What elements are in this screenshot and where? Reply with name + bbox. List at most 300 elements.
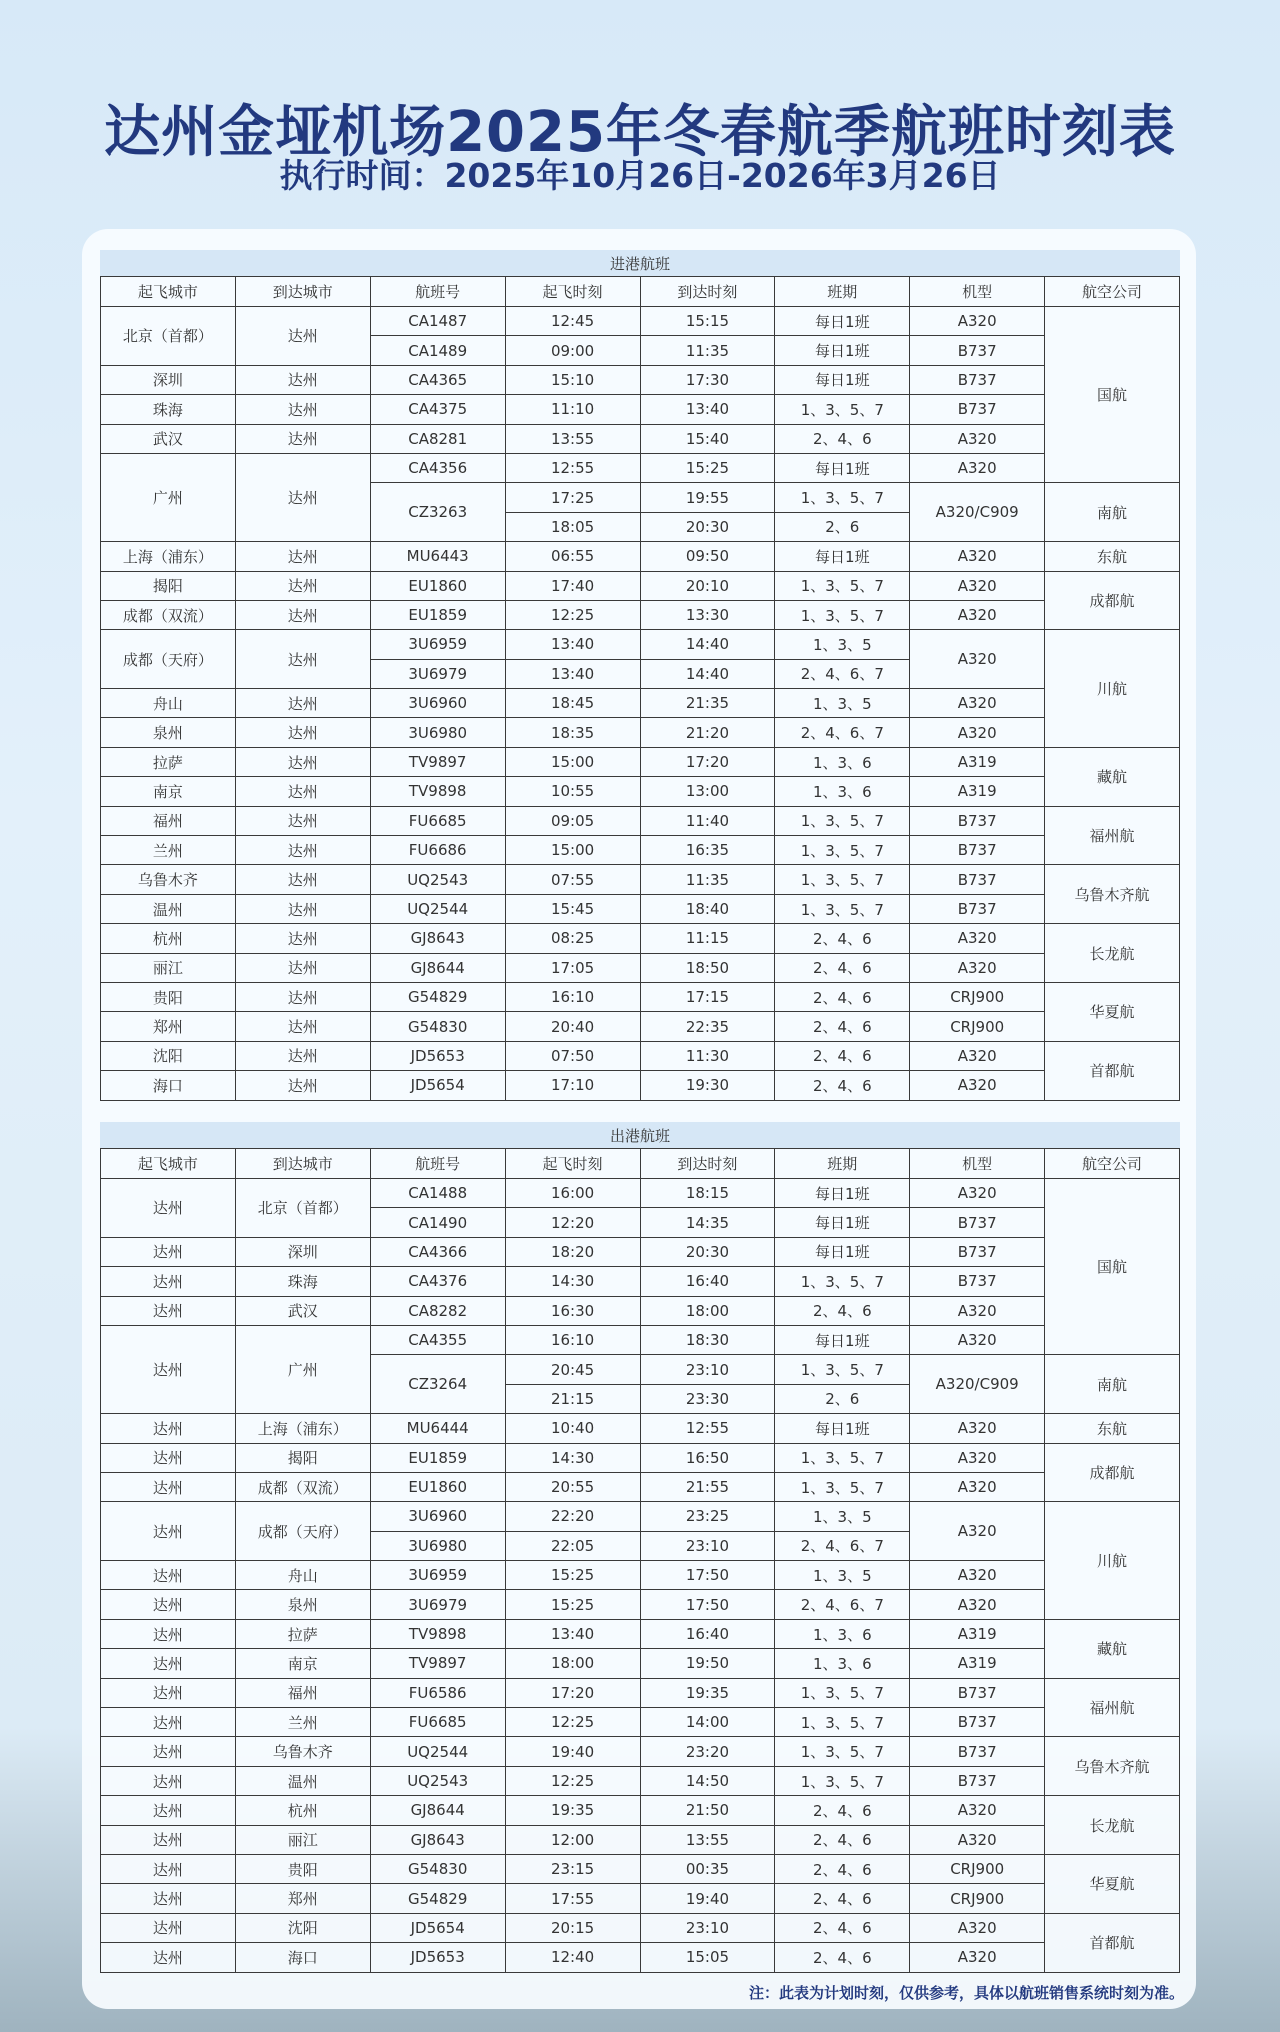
table-row <box>101 777 1180 806</box>
cell-destination: 达州 <box>235 1012 370 1041</box>
cell-destination: 达州 <box>235 865 370 894</box>
cell-departure-time: 12:45 <box>505 307 640 336</box>
cell-destination: 丽江 <box>235 1825 370 1854</box>
column-header-airline: 航空公司 <box>1045 277 1180 307</box>
cell-arrival-time: 21:20 <box>640 718 775 747</box>
cell-arrival-time: 11:35 <box>640 336 775 365</box>
cell-schedule-days: 1、3、5、7 <box>775 836 910 865</box>
cell-origin: 达州 <box>101 1267 236 1296</box>
cell-aircraft: B737 <box>910 865 1045 894</box>
cell-aircraft: A320 <box>910 1825 1045 1854</box>
cell-schedule-days: 每日1班 <box>775 365 910 394</box>
departures-table <box>100 1122 1180 1973</box>
cell-departure-time: 21:15 <box>505 1384 640 1413</box>
cell-schedule-days: 1、3、6 <box>775 777 910 806</box>
cell-aircraft: A320 <box>910 1472 1045 1501</box>
cell-departure-time: 10:40 <box>505 1414 640 1443</box>
cell-arrival-time: 17:30 <box>640 365 775 394</box>
cell-schedule-days: 1、3、5、7 <box>775 1472 910 1501</box>
cell-departure-time: 16:10 <box>505 982 640 1011</box>
column-header-arrival-time: 到达时刻 <box>640 277 775 307</box>
cell-arrival-time: 16:40 <box>640 1619 775 1648</box>
cell-departure-time: 07:55 <box>505 865 640 894</box>
cell-aircraft: A320 <box>910 689 1045 718</box>
cell-origin: 达州 <box>101 1796 236 1825</box>
cell-departure-time: 20:55 <box>505 1472 640 1501</box>
cell-arrival-time: 17:50 <box>640 1590 775 1619</box>
cell-airline: 首都航 <box>1045 1913 1180 1972</box>
cell-departure-time: 13:40 <box>505 1619 640 1648</box>
cell-departure-time: 15:10 <box>505 365 640 394</box>
cell-airline: 长龙航 <box>1045 1796 1180 1855</box>
cell-origin: 达州 <box>101 1943 236 1972</box>
cell-aircraft: A320 <box>910 924 1045 953</box>
cell-flight-number: CA1487 <box>370 307 505 336</box>
column-header-flight-number: 航班号 <box>370 277 505 307</box>
footnote: 注：此表为计划时刻，仅供参考，具体以航班销售系统时刻为准。 <box>748 1984 1184 2002</box>
cell-airline: 国航 <box>1045 307 1180 483</box>
cell-arrival-time: 21:55 <box>640 1472 775 1501</box>
table-row <box>101 1325 1180 1354</box>
cell-arrival-time: 11:40 <box>640 806 775 835</box>
cell-flight-number: UQ2544 <box>370 1737 505 1766</box>
table-row <box>101 924 1180 953</box>
cell-arrival-time: 11:15 <box>640 924 775 953</box>
table-row <box>101 689 1180 718</box>
cell-departure-time: 15:00 <box>505 747 640 776</box>
cell-origin: 泉州 <box>101 718 236 747</box>
cell-airline: 乌鲁木齐航 <box>1045 1737 1180 1796</box>
table-row <box>101 1561 1180 1590</box>
cell-schedule-days: 1、3、5、7 <box>775 1708 910 1737</box>
table-row <box>101 1179 1180 1208</box>
cell-flight-number: CA4365 <box>370 365 505 394</box>
table-row <box>101 1012 1180 1041</box>
cell-arrival-time: 17:15 <box>640 982 775 1011</box>
cell-schedule-days: 2、4、6、7 <box>775 1590 910 1619</box>
cell-schedule-days: 2、4、6 <box>775 1913 910 1942</box>
cell-aircraft: B737 <box>910 806 1045 835</box>
cell-schedule-days: 1、3、6 <box>775 1619 910 1648</box>
cell-departure-time: 18:20 <box>505 1237 640 1266</box>
cell-schedule-days: 2、4、6 <box>775 1296 910 1325</box>
cell-departure-time: 16:30 <box>505 1296 640 1325</box>
cell-aircraft: A320 <box>910 1041 1045 1070</box>
cell-departure-time: 18:35 <box>505 718 640 747</box>
cell-flight-number: CA4355 <box>370 1325 505 1354</box>
cell-schedule-days: 1、3、6 <box>775 1649 910 1678</box>
cell-aircraft: A319 <box>910 1619 1045 1648</box>
cell-departure-time: 16:00 <box>505 1179 640 1208</box>
cell-aircraft: A320 <box>910 1796 1045 1825</box>
table-row <box>101 1913 1180 1942</box>
cell-schedule-days: 1、3、6 <box>775 747 910 776</box>
cell-schedule-days: 1、3、5、7 <box>775 600 910 629</box>
cell-schedule-days: 2、4、6 <box>775 1796 910 1825</box>
cell-destination: 北京（首都） <box>235 1179 370 1238</box>
cell-destination: 达州 <box>235 836 370 865</box>
cell-schedule-days: 1、3、5、7 <box>775 395 910 424</box>
cell-flight-number: G54829 <box>370 982 505 1011</box>
table-row <box>101 1071 1180 1100</box>
cell-departure-time: 20:40 <box>505 1012 640 1041</box>
cell-origin: 达州 <box>101 1561 236 1590</box>
cell-aircraft: A320 <box>910 1325 1045 1354</box>
cell-airline: 华夏航 <box>1045 982 1180 1041</box>
column-header-row <box>101 277 1180 307</box>
cell-destination: 达州 <box>235 806 370 835</box>
table-row <box>101 1267 1180 1296</box>
cell-flight-number: FU6686 <box>370 836 505 865</box>
cell-schedule-days: 2、4、6 <box>775 924 910 953</box>
cell-arrival-time: 16:35 <box>640 836 775 865</box>
cell-departure-time: 17:05 <box>505 953 640 982</box>
cell-origin: 杭州 <box>101 924 236 953</box>
cell-origin: 达州 <box>101 1502 236 1561</box>
effective-period: 执行时间：2025年10月26日-2026年3月26日 <box>279 156 1001 195</box>
cell-flight-number: TV9898 <box>370 1619 505 1648</box>
cell-schedule-days: 1、3、5 <box>775 689 910 718</box>
cell-departure-time: 22:05 <box>505 1531 640 1560</box>
cell-destination: 达州 <box>235 571 370 600</box>
cell-schedule-days: 2、4、6 <box>775 1884 910 1913</box>
cell-schedule-days: 1、3、5、7 <box>775 571 910 600</box>
cell-destination: 深圳 <box>235 1237 370 1266</box>
cell-origin: 兰州 <box>101 836 236 865</box>
cell-schedule-days: 2、4、6 <box>775 982 910 1011</box>
table-row <box>101 307 1180 336</box>
cell-schedule-days: 每日1班 <box>775 336 910 365</box>
table-row <box>101 1237 1180 1266</box>
cell-flight-number: 3U6980 <box>370 718 505 747</box>
cell-departure-time: 22:20 <box>505 1502 640 1531</box>
cell-destination: 拉萨 <box>235 1619 370 1648</box>
cell-schedule-days: 1、3、5、7 <box>775 1737 910 1766</box>
column-header-schedule-days: 班期 <box>775 277 910 307</box>
cell-airline: 福州航 <box>1045 1678 1180 1737</box>
cell-flight-number: MU6444 <box>370 1414 505 1443</box>
cell-aircraft: B737 <box>910 1737 1045 1766</box>
cell-flight-number: EU1859 <box>370 1443 505 1472</box>
table-row <box>101 1296 1180 1325</box>
cell-airline: 长龙航 <box>1045 924 1180 983</box>
cell-origin: 达州 <box>101 1179 236 1238</box>
cell-flight-number: JD5653 <box>370 1041 505 1070</box>
table-row <box>101 836 1180 865</box>
table-row <box>101 1041 1180 1070</box>
table-row <box>101 1943 1180 1972</box>
table-row <box>101 1766 1180 1795</box>
cell-aircraft: CRJ900 <box>910 982 1045 1011</box>
cell-flight-number: G54830 <box>370 1854 505 1883</box>
table-row <box>101 600 1180 629</box>
cell-airline: 国航 <box>1045 1179 1180 1355</box>
cell-aircraft: CRJ900 <box>910 1884 1045 1913</box>
cell-departure-time: 12:40 <box>505 1943 640 1972</box>
cell-origin: 丽江 <box>101 953 236 982</box>
cell-departure-time: 17:55 <box>505 1884 640 1913</box>
cell-schedule-days: 2、4、6 <box>775 1825 910 1854</box>
cell-arrival-time: 14:35 <box>640 1208 775 1237</box>
cell-arrival-time: 13:30 <box>640 600 775 629</box>
cell-schedule-days: 2、4、6 <box>775 1012 910 1041</box>
cell-arrival-time: 00:35 <box>640 1854 775 1883</box>
cell-schedule-days: 每日1班 <box>775 1414 910 1443</box>
cell-destination: 成都（双流） <box>235 1472 370 1501</box>
table-row <box>101 1854 1180 1883</box>
cell-flight-number: EU1860 <box>370 571 505 600</box>
cell-destination: 达州 <box>235 689 370 718</box>
cell-airline: 首都航 <box>1045 1041 1180 1100</box>
cell-flight-number: CZ3264 <box>370 1355 505 1414</box>
table-row <box>101 542 1180 571</box>
cell-departure-time: 12:55 <box>505 453 640 482</box>
cell-aircraft: A320 <box>910 542 1045 571</box>
cell-departure-time: 19:35 <box>505 1796 640 1825</box>
cell-departure-time: 18:00 <box>505 1649 640 1678</box>
table-row <box>101 718 1180 747</box>
cell-departure-time: 14:30 <box>505 1267 640 1296</box>
column-header-departure-time: 起飞时刻 <box>505 1149 640 1179</box>
cell-origin: 达州 <box>101 1766 236 1795</box>
cell-arrival-time: 20:30 <box>640 1237 775 1266</box>
cell-schedule-days: 每日1班 <box>775 1208 910 1237</box>
column-header-airline: 航空公司 <box>1045 1149 1180 1179</box>
cell-arrival-time: 14:50 <box>640 1766 775 1795</box>
cell-arrival-time: 14:40 <box>640 630 775 659</box>
cell-aircraft: A319 <box>910 747 1045 776</box>
cell-flight-number: CA1488 <box>370 1179 505 1208</box>
cell-destination: 海口 <box>235 1943 370 1972</box>
cell-airline: 川航 <box>1045 1502 1180 1620</box>
cell-destination: 乌鲁木齐 <box>235 1737 370 1766</box>
cell-origin: 达州 <box>101 1619 236 1648</box>
table-row <box>101 1825 1180 1854</box>
cell-arrival-time: 18:15 <box>640 1179 775 1208</box>
cell-schedule-days: 每日1班 <box>775 307 910 336</box>
cell-aircraft: B737 <box>910 1678 1045 1707</box>
cell-departure-time: 12:25 <box>505 1708 640 1737</box>
column-header-flight-number: 航班号 <box>370 1149 505 1179</box>
cell-arrival-time: 15:05 <box>640 1943 775 1972</box>
cell-destination: 达州 <box>235 395 370 424</box>
cell-schedule-days: 每日1班 <box>775 1179 910 1208</box>
cell-arrival-time: 18:30 <box>640 1325 775 1354</box>
cell-flight-number: GJ8644 <box>370 1796 505 1825</box>
cell-aircraft: A320 <box>910 1502 1045 1561</box>
cell-flight-number: GJ8643 <box>370 1825 505 1854</box>
cell-origin: 达州 <box>101 1678 236 1707</box>
cell-destination: 达州 <box>235 747 370 776</box>
cell-origin: 北京（首都） <box>101 307 236 366</box>
cell-arrival-time: 15:40 <box>640 424 775 453</box>
cell-origin: 达州 <box>101 1472 236 1501</box>
cell-schedule-days: 1、3、5、7 <box>775 865 910 894</box>
cell-arrival-time: 11:35 <box>640 865 775 894</box>
cell-flight-number: 3U6959 <box>370 1561 505 1590</box>
cell-aircraft: B737 <box>910 1237 1045 1266</box>
cell-departure-time: 13:55 <box>505 424 640 453</box>
cell-aircraft: B737 <box>910 836 1045 865</box>
cell-arrival-time: 17:50 <box>640 1561 775 1590</box>
cell-destination: 沈阳 <box>235 1913 370 1942</box>
cell-departure-time: 15:25 <box>505 1561 640 1590</box>
cell-aircraft: B737 <box>910 365 1045 394</box>
cell-schedule-days: 2、6 <box>775 1384 910 1413</box>
cell-origin: 珠海 <box>101 395 236 424</box>
cell-destination: 揭阳 <box>235 1443 370 1472</box>
cell-destination: 武汉 <box>235 1296 370 1325</box>
cell-origin: 达州 <box>101 1854 236 1883</box>
cell-arrival-time: 23:10 <box>640 1355 775 1384</box>
cell-destination: 达州 <box>235 1041 370 1070</box>
cell-aircraft: A320 <box>910 1943 1045 1972</box>
cell-flight-number: MU6443 <box>370 542 505 571</box>
cell-airline: 藏航 <box>1045 747 1180 806</box>
cell-schedule-days: 1、3、5、7 <box>775 806 910 835</box>
table-row <box>101 1708 1180 1737</box>
cell-arrival-time: 23:25 <box>640 1502 775 1531</box>
cell-origin: 达州 <box>101 1325 236 1413</box>
cell-arrival-time: 20:30 <box>640 512 775 541</box>
cell-departure-time: 09:05 <box>505 806 640 835</box>
cell-departure-time: 17:40 <box>505 571 640 600</box>
table-row <box>101 982 1180 1011</box>
table-row <box>101 894 1180 923</box>
cell-destination: 泉州 <box>235 1590 370 1619</box>
cell-arrival-time: 21:35 <box>640 689 775 718</box>
cell-destination: 郑州 <box>235 1884 370 1913</box>
cell-arrival-time: 15:15 <box>640 307 775 336</box>
cell-aircraft: A320 <box>910 1443 1045 1472</box>
cell-schedule-days: 2、4、6、7 <box>775 718 910 747</box>
cell-schedule-days: 每日1班 <box>775 453 910 482</box>
cell-departure-time: 09:00 <box>505 336 640 365</box>
cell-aircraft: A320 <box>910 1561 1045 1590</box>
cell-arrival-time: 13:40 <box>640 395 775 424</box>
table-row <box>101 571 1180 600</box>
cell-arrival-time: 20:10 <box>640 571 775 600</box>
cell-departure-time: 15:25 <box>505 1590 640 1619</box>
cell-arrival-time: 23:30 <box>640 1384 775 1413</box>
cell-flight-number: FU6586 <box>370 1678 505 1707</box>
cell-arrival-time: 16:40 <box>640 1267 775 1296</box>
cell-schedule-days: 2、4、6、7 <box>775 659 910 688</box>
cell-departure-time: 08:25 <box>505 924 640 953</box>
cell-flight-number: JD5654 <box>370 1071 505 1100</box>
cell-aircraft: A320 <box>910 630 1045 689</box>
cell-origin: 达州 <box>101 1649 236 1678</box>
cell-departure-time: 07:50 <box>505 1041 640 1070</box>
cell-departure-time: 13:40 <box>505 630 640 659</box>
cell-flight-number: TV9897 <box>370 1649 505 1678</box>
cell-origin: 舟山 <box>101 689 236 718</box>
cell-aircraft: A320 <box>910 1179 1045 1208</box>
cell-destination: 达州 <box>235 365 370 394</box>
cell-departure-time: 12:25 <box>505 1766 640 1795</box>
cell-schedule-days: 2、4、6 <box>775 1041 910 1070</box>
cell-departure-time: 19:40 <box>505 1737 640 1766</box>
cell-origin: 达州 <box>101 1825 236 1854</box>
page-title: 达州金垭机场2025年冬春航季航班时刻表 <box>104 100 1176 165</box>
cell-aircraft: A319 <box>910 777 1045 806</box>
cell-flight-number: CA4375 <box>370 395 505 424</box>
cell-departure-time: 18:45 <box>505 689 640 718</box>
cell-origin: 达州 <box>101 1590 236 1619</box>
cell-departure-time: 14:30 <box>505 1443 640 1472</box>
cell-airline: 川航 <box>1045 630 1180 748</box>
cell-origin: 武汉 <box>101 424 236 453</box>
table-row <box>101 1502 1180 1531</box>
cell-arrival-time: 23:10 <box>640 1913 775 1942</box>
cell-airline: 成都航 <box>1045 571 1180 630</box>
cell-destination: 达州 <box>235 924 370 953</box>
cell-aircraft: A320 <box>910 1414 1045 1443</box>
cell-origin: 深圳 <box>101 365 236 394</box>
cell-destination: 达州 <box>235 542 370 571</box>
cell-aircraft: A320 <box>910 1296 1045 1325</box>
cell-aircraft: A320 <box>910 1590 1045 1619</box>
cell-destination: 温州 <box>235 1766 370 1795</box>
cell-aircraft: B737 <box>910 1208 1045 1237</box>
cell-schedule-days: 1、3、5、7 <box>775 1267 910 1296</box>
cell-origin: 成都（双流） <box>101 600 236 629</box>
cell-departure-time: 17:20 <box>505 1678 640 1707</box>
cell-schedule-days: 1、3、5 <box>775 630 910 659</box>
cell-flight-number: 3U6959 <box>370 630 505 659</box>
cell-origin: 广州 <box>101 453 236 541</box>
cell-departure-time: 12:20 <box>505 1208 640 1237</box>
table-row <box>101 395 1180 424</box>
cell-airline: 东航 <box>1045 1414 1180 1443</box>
cell-departure-time: 13:40 <box>505 659 640 688</box>
cell-aircraft: B737 <box>910 1267 1045 1296</box>
cell-destination: 舟山 <box>235 1561 370 1590</box>
column-header-schedule-days: 班期 <box>775 1149 910 1179</box>
cell-arrival-time: 15:25 <box>640 453 775 482</box>
cell-departure-time: 06:55 <box>505 542 640 571</box>
cell-origin: 沈阳 <box>101 1041 236 1070</box>
cell-airline: 乌鲁木齐航 <box>1045 865 1180 924</box>
cell-destination: 达州 <box>235 424 370 453</box>
cell-departure-time: 10:55 <box>505 777 640 806</box>
table-row <box>101 1619 1180 1648</box>
cell-aircraft: A320 <box>910 1071 1045 1100</box>
cell-flight-number: G54830 <box>370 1012 505 1041</box>
cell-destination: 杭州 <box>235 1796 370 1825</box>
cell-flight-number: JD5654 <box>370 1913 505 1942</box>
cell-destination: 达州 <box>235 982 370 1011</box>
cell-arrival-time: 19:35 <box>640 1678 775 1707</box>
cell-origin: 达州 <box>101 1884 236 1913</box>
cell-origin: 达州 <box>101 1296 236 1325</box>
cell-schedule-days: 2、4、6 <box>775 1071 910 1100</box>
cell-aircraft: A320 <box>910 953 1045 982</box>
cell-flight-number: TV9897 <box>370 747 505 776</box>
cell-destination: 上海（浦东） <box>235 1414 370 1443</box>
cell-arrival-time: 23:10 <box>640 1531 775 1560</box>
cell-origin: 达州 <box>101 1737 236 1766</box>
cell-aircraft: A320 <box>910 424 1045 453</box>
cell-aircraft: B737 <box>910 1766 1045 1795</box>
cell-origin: 南京 <box>101 777 236 806</box>
cell-flight-number: CA4376 <box>370 1267 505 1296</box>
column-header-destination: 到达城市 <box>235 1149 370 1179</box>
cell-schedule-days: 1、3、5、7 <box>775 483 910 512</box>
cell-flight-number: FU6685 <box>370 1708 505 1737</box>
cell-arrival-time: 16:50 <box>640 1443 775 1472</box>
cell-aircraft: B737 <box>910 336 1045 365</box>
